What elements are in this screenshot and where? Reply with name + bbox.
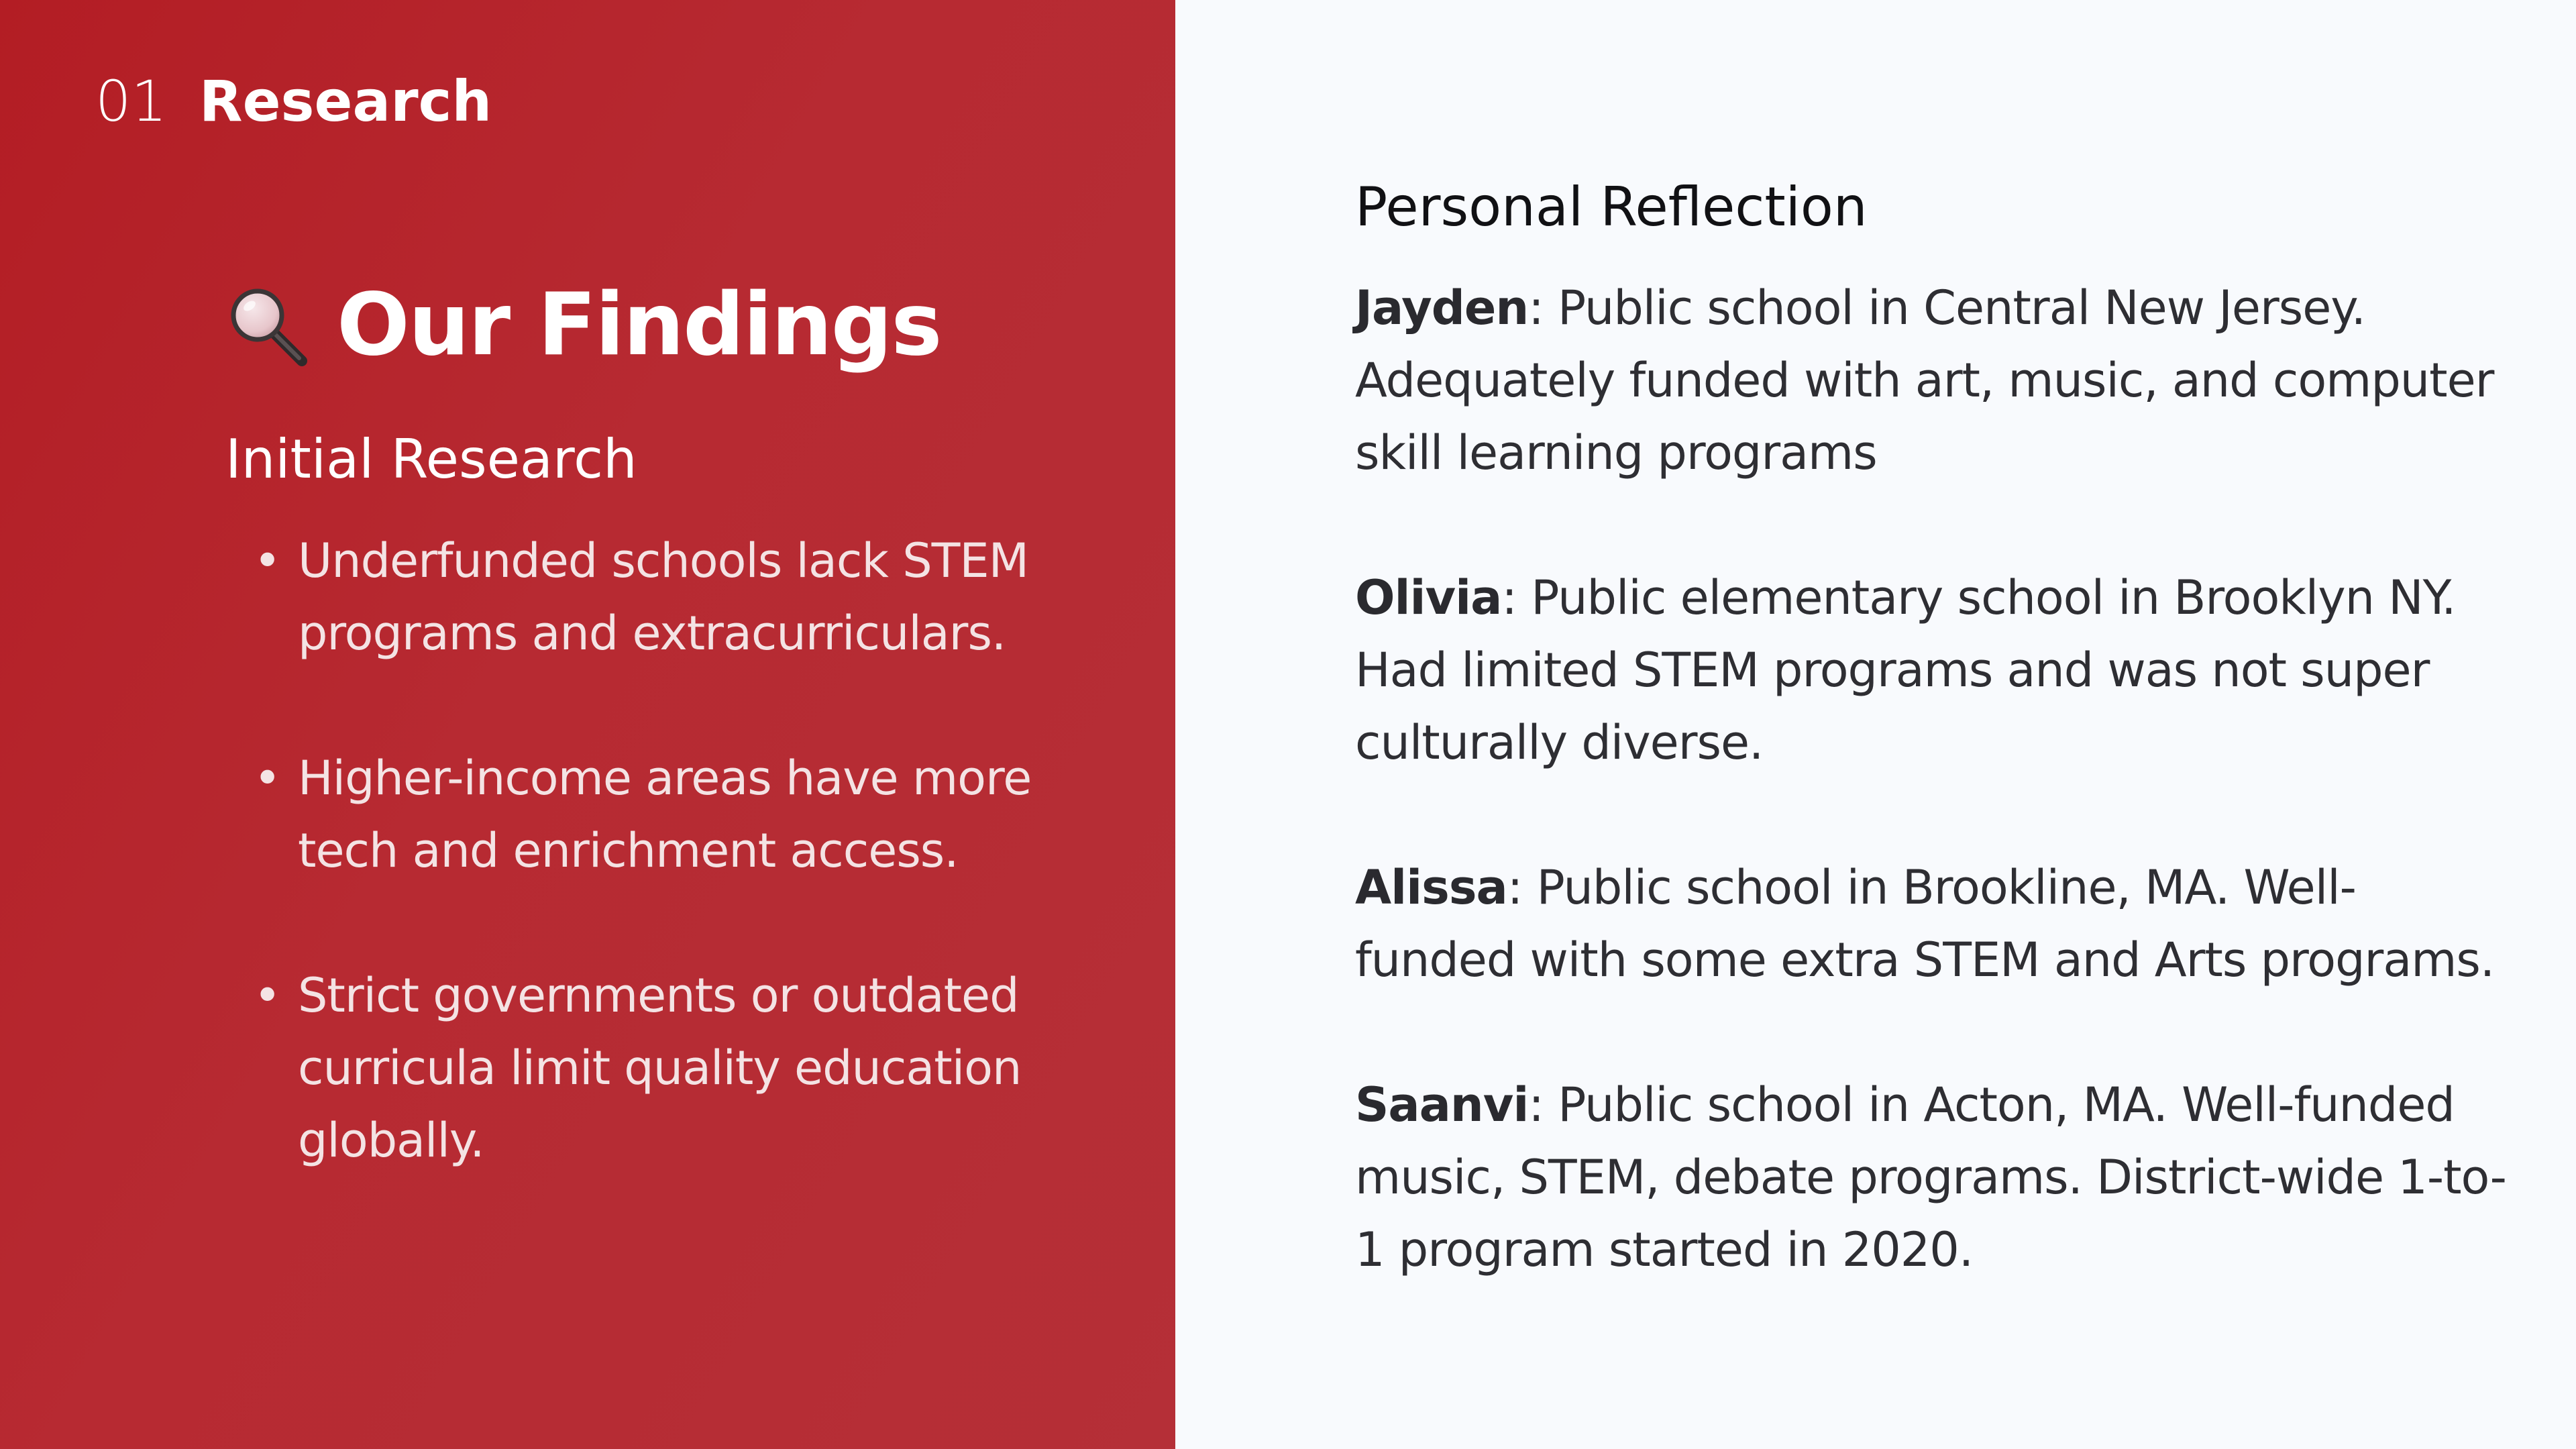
section-header [95, 64, 492, 138]
bullet-icon: • [254, 533, 281, 588]
initial-research-heading: Initial Research [225, 428, 637, 490]
bullet-icon: • [254, 751, 281, 806]
person-name: Alissa [1355, 860, 1507, 915]
reflection-text: : Public school in Central New Jersey. Adequately funded with art, music, and computer skill learning programs [1355, 280, 2494, 480]
list-item [225, 959, 1064, 1177]
reflection-entry-alissa [1355, 851, 2509, 996]
section-title: Research [199, 68, 492, 134]
reflection-heading: Personal Reflection [1355, 176, 1868, 238]
findings-list [225, 525, 1064, 1249]
reflection-list [1355, 272, 2509, 1358]
findings-title [224, 268, 941, 382]
list-item-text: Underfunded schools lack STEM programs and extracurriculars. [298, 533, 1029, 661]
person-name: Jayden [1355, 280, 1529, 335]
list-item [225, 525, 1064, 669]
bullet-icon: • [254, 968, 281, 1023]
reflection-entry-jayden [1355, 272, 2509, 489]
reflection-panel [1175, 0, 2576, 1449]
reflection-text: : Public school in Brookline, MA. Well-funded with some extra STEM and Arts programs. [1355, 860, 2495, 987]
reflection-entry-olivia [1355, 561, 2509, 779]
person-name: Olivia [1355, 570, 1502, 625]
section-number: 01 [95, 68, 167, 134]
reflection-entry-saanvi [1355, 1069, 2509, 1286]
person-name: Saanvi [1355, 1077, 1529, 1132]
list-item-text: Higher-income areas have more tech and enrichment access. [298, 751, 1032, 878]
reflection-text: : Public school in Acton, MA. Well-funded music, STEM, debate programs. District-wide 1-to-1 program started in 2020. [1355, 1077, 2506, 1277]
findings-title-text: Our Findings [337, 275, 941, 375]
findings-panel [0, 0, 1175, 1449]
list-item [225, 742, 1064, 887]
magnifying-glass-icon [224, 282, 311, 369]
reflection-text: : Public elementary school in Brooklyn NY. Had limited STEM programs and was not super culturally diverse. [1355, 570, 2456, 770]
list-item-text: Strict governments or outdated curricula limit quality education globally. [298, 968, 1022, 1168]
